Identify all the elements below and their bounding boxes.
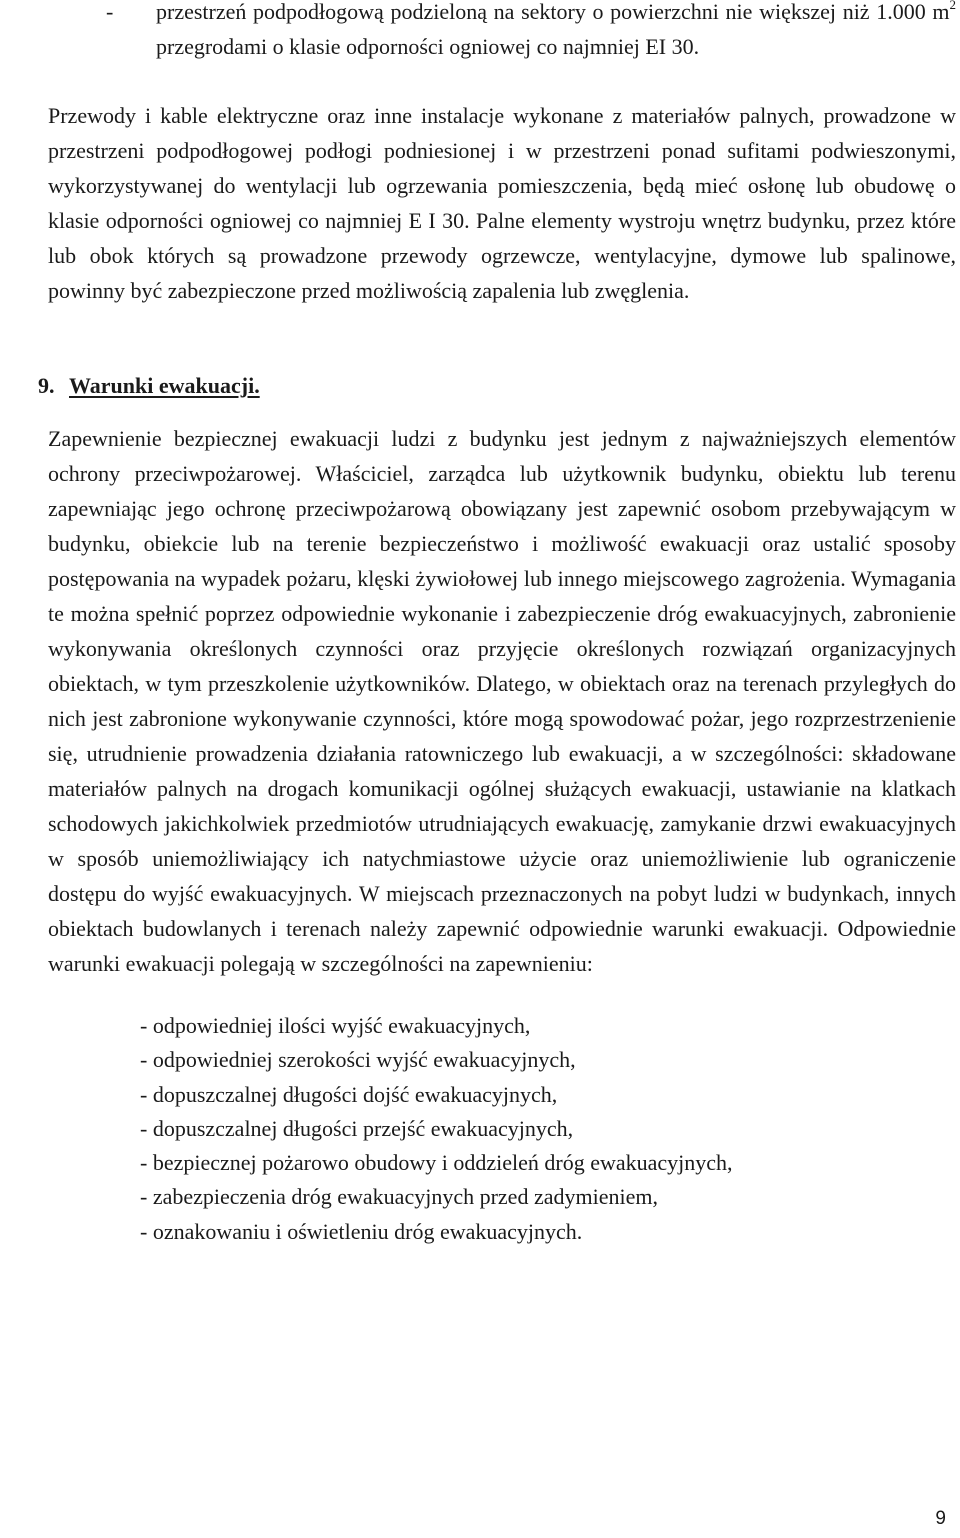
bullet-superscript: 2 xyxy=(949,0,956,12)
section-number: 9. xyxy=(38,373,55,398)
list-item: - dopuszczalnej długości przejść ewakuacyjnych, xyxy=(140,1115,574,1141)
bullet-text xyxy=(156,0,956,59)
page-content xyxy=(38,0,956,1249)
paragraph-evacuation: Zapewnienie bezpiecznej ewakuacji ludzi z budynku jest jednym z najważniejszych elementów ochrony przeciwpożarowej. Właściciel, zarządca lub użytkownik budynku, obiektu lub terenu zapewniając jego ochronę przeciwpożarową obowiązany jest zapewnić osobom przebywającym w budynku, obiekcie lub na terenie bezpieczeństwo i możliwość ewakuacji oraz ustalić sposoby postępowania na wypadek pożaru, klęski żywiołowej lub innego miejscowego zagrożenia. Wymagania te można spełnić poprzez odpowiednie wykonanie i zabezpieczenie dróg ewakuacyjnych, zabronienie wykonywania określonych czynności oraz przyjęcie określonych rozwiązań organizacyjnych obiektach, w tym przeszkolenie użytkowników. Dlatego, w obiektach oraz na terenach przyległych do nich jest zabronione wykonywanie czynności, które mogą spowodować pożar, jego rozprzestrzenienie się, utrudnienie prowadzenia działania ratowniczego lub ewakuacji, a w szczególności: składowane materiałów palnych na drogach komunikacji ogólnej służących ewakuacji, ustawianie na klatkach schodowych jakichkolwiek przedmiotów utrudniających ewakuację, zamykanie drzwi ewakuacyjnych w sposób uniemożliwiający ich natychmiastowe użycie oraz uniemożliwienie lub ograniczenie dostępu do wyjść ewakuacyjnych. W miejscach przeznaczonych na pobyt ludzi w budynkach, innych obiektach budowlanych i terenach należy zapewnić odpowiednie warunki ewakuacji. Odpowiednie warunki ewakuacji polegają w szczególności na zapewnieniu: xyxy=(48,426,956,976)
section-title: Warunki ewakuacji. xyxy=(69,373,260,398)
bullet-dash: - xyxy=(106,0,114,24)
conditions-list xyxy=(48,1009,956,1249)
list-item: - dopuszczalnej długości dojść ewakuacyjnych, xyxy=(140,1081,558,1107)
list-item: - odpowiedniej ilości wyjść ewakuacyjnych, xyxy=(140,1013,531,1038)
list-item: - oznakowaniu i oświetleniu dróg ewakuacyjnych. xyxy=(140,1218,583,1244)
top-bullet-item xyxy=(48,0,956,64)
paragraph-cables: Przewody i kable elektryczne oraz inne instalacje wykonane z materiałów palnych, prowadzone w przestrzeni podpodłogowej podłogi podniesionej i w przestrzeni ponad sufitami podwieszonymi, wykorzystywanej do wentylacji lub ogrzewania pomieszczenia, będą mieć osłonę lub obudowę o klasie odporności ogniowej co najmniej E I 30. Palne elementy wystroju wnętrz budynku, przez które lub obok których są prowadzone przewody ogrzewcze, wentylacyjne, dymowe lub spalinowe, powinny być zabezpieczone przed możliwością zapalenia lub zwęglenia. xyxy=(48,103,956,303)
section-heading xyxy=(38,368,956,403)
bullet-text-main: przestrzeń podpodłogową podzieloną na sektory o powierzchni nie większej niż 1.000 m xyxy=(156,0,950,24)
page-number: 9 xyxy=(935,1508,946,1529)
bullet-text-end: przegrodami o klasie odporności ogniowej co najmniej EI 30. xyxy=(156,34,700,59)
list-item: - bezpiecznej pożarowo obudowy i oddzieleń dróg ewakuacyjnych, xyxy=(140,1150,733,1176)
list-item: - zabezpieczenia dróg ewakuacyjnych przed zadymieniem, xyxy=(140,1184,658,1210)
list-item: - odpowiedniej szerokości wyjść ewakuacyjnych, xyxy=(140,1047,576,1073)
